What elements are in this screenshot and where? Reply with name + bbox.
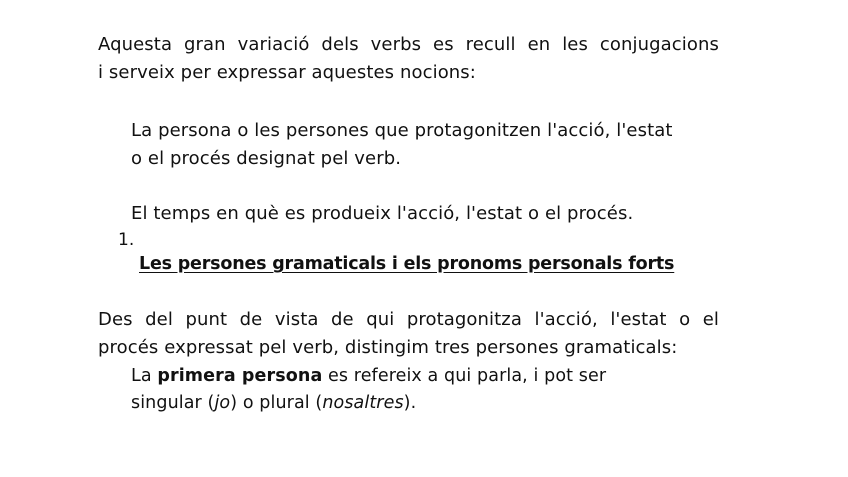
notion-time-line-1: El temps en què es produeix l'acció, l'estat o el procés. <box>131 203 634 224</box>
body-line-1: Des del punt de vista de qui protagonitza l'acció, l'estat o el <box>98 309 719 330</box>
notion-person-paragraph <box>131 117 673 173</box>
notion-person-line-2: o el procés designat pel verb. <box>131 148 402 169</box>
example-nosaltres: nosaltres <box>322 393 404 413</box>
body-paragraph <box>98 306 719 362</box>
example-jo: jo <box>214 393 231 413</box>
intro-line-1: Aquesta gran variació dels verbs es recull en les conjugacions <box>98 34 719 55</box>
first-person-line-2 <box>131 390 606 417</box>
first-person-suffix: es refereix a qui parla, i pot ser <box>322 366 607 386</box>
section-heading: Les persones gramaticals i els pronoms personals forts <box>139 254 675 274</box>
first-person-term: primera persona <box>157 366 323 386</box>
first-person-line-1 <box>131 363 606 390</box>
first-person-paragraph <box>131 363 606 417</box>
first-person-text-b: ) o plural ( <box>230 393 323 413</box>
notion-person-line-1: La persona o les persones que protagonitzen l'acció, l'estat <box>131 120 673 141</box>
intro-paragraph <box>98 31 719 87</box>
intro-line-2: i serveix per expressar aquestes nocions: <box>98 62 476 83</box>
first-person-prefix: La <box>131 366 158 386</box>
body-line-2: procés expressat pel verb, distingim tres persones gramaticals: <box>98 337 678 358</box>
first-person-text-c: ). <box>403 393 417 413</box>
first-person-text-a: singular ( <box>131 393 215 413</box>
notion-time-paragraph <box>131 200 633 228</box>
section-number: 1. <box>118 230 135 250</box>
